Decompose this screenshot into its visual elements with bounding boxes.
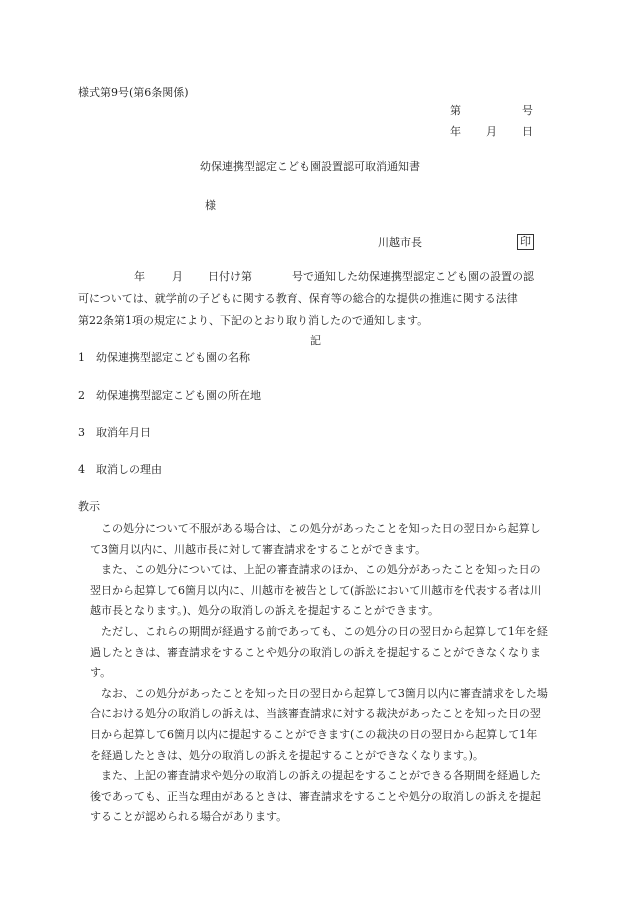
form-label: 様式第9号(第6条関係) bbox=[78, 86, 189, 99]
sender-name: 川越市長 bbox=[378, 236, 422, 249]
instruction-paragraph: ただし、これらの期間が経過する前であっても、この処分の日の翌日から起算して1年を経過したときは、審査請求をすることや処分の取消しの訴えを提起することができなくなります。 bbox=[90, 624, 548, 680]
date-month-label: 月 bbox=[486, 125, 497, 138]
instruction-paragraph: また、上記の審査請求や処分の取消しの訴えの提起をすることができる各期間を経過した後であっても、正当な理由があるときは、審査請求をすることや処分の取消しの訴えを提起することが認められる場合があります。 bbox=[90, 769, 541, 824]
date-year-label: 年 bbox=[450, 125, 461, 138]
body-line1-rest: 号で通知した幼保連携型認定こども園の設置の認 bbox=[292, 270, 534, 283]
item-name: 1 幼保連携型認定こども園の名称 bbox=[78, 351, 250, 364]
addressee-suffix: 様 bbox=[205, 199, 216, 212]
item-cancellation-reason: 4 取消しの理由 bbox=[78, 463, 162, 476]
item-cancellation-date: 3 取消年月日 bbox=[78, 426, 151, 439]
body-line3: 第22条第1項の規定により、下記のとおり取り消したので通知します。 bbox=[78, 314, 429, 327]
document-number-suffix: 号 bbox=[522, 104, 533, 117]
document-title: 幼保連携型認定こども園設置認可取消通知書 bbox=[200, 160, 420, 173]
instruction-paragraph: なお、この処分があったことを知った日の翌日から起算して3箇月以内に審査請求をした場合における処分の取消しの訴えは、当該審査請求に対する裁決があったことを知った日の翌日から起算して6箇月以内に提起することができます(この裁決の日の翌日から起算して1年を経過したときは、処分の取消しの訴えを提起することができなくなります。)。 bbox=[90, 686, 548, 762]
date-day-label: 日 bbox=[522, 125, 533, 138]
instruction-section bbox=[78, 497, 548, 828]
body-date-day-suffix: 日付け第 bbox=[208, 270, 252, 283]
body-line2: 可については、就学前の子どもに関する教育、保育等の総合的な提供の推進に関する法律 bbox=[78, 292, 518, 305]
instruction-paragraph: この処分について不服がある場合は、この処分があったことを知った日の翌日から起算して3箇月以内に、川越市長に対して審査請求をすることができます。 bbox=[90, 522, 541, 556]
seal-label: 印 bbox=[517, 234, 534, 250]
body-date-year: 年 bbox=[134, 270, 145, 283]
body-date-month: 月 bbox=[172, 270, 183, 283]
notification-body bbox=[78, 269, 540, 339]
ki-label: 記 bbox=[310, 334, 321, 347]
instruction-heading: 教示 bbox=[78, 500, 100, 513]
seal-mark bbox=[517, 234, 534, 251]
document-number-prefix: 第 bbox=[450, 104, 461, 117]
instruction-paragraph: また、この処分については、上記の審査請求のほか、この処分があったことを知った日の翌日から起算して6箇月以内に、川越市を被告として(訴訟において川越市を代表する者は川越市長となります。)、処分の取消しの訴えを提起することができます。 bbox=[90, 563, 542, 618]
item-location: 2 幼保連携型認定こども園の所在地 bbox=[78, 389, 261, 402]
